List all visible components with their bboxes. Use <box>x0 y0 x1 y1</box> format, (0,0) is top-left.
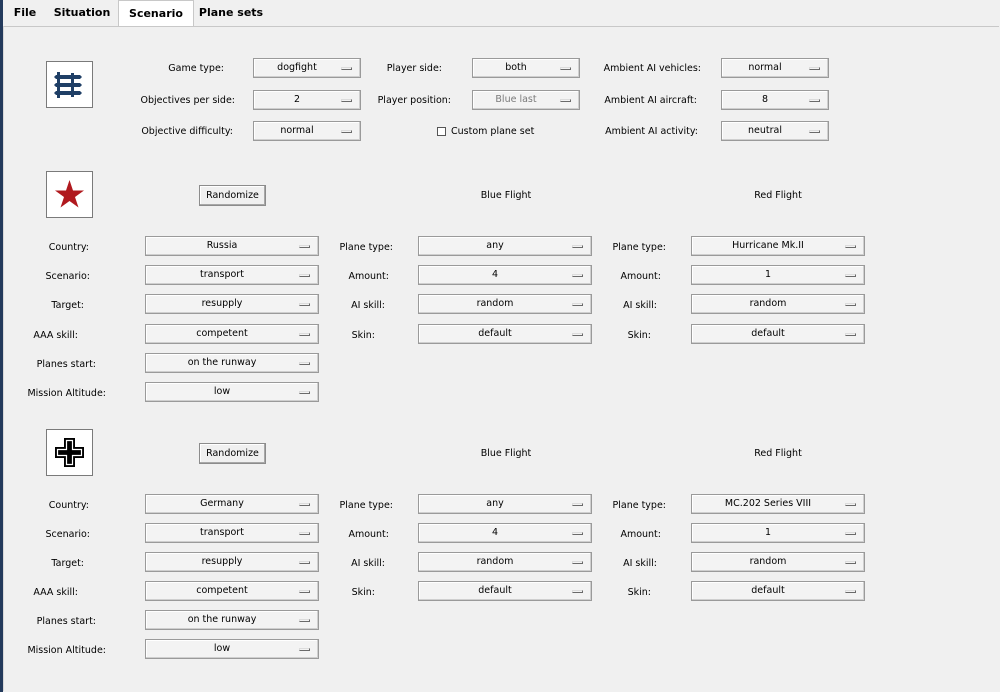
tab-file[interactable]: File <box>13 6 37 19</box>
red-plane-type-value-1: Hurricane Mk.II <box>732 240 804 251</box>
blue-amount-dropdown-2[interactable] <box>418 523 592 543</box>
game-type-dropdown[interactable] <box>253 58 361 78</box>
red-amount-value-1: 1 <box>764 269 772 280</box>
blue-amount-value-2: 4 <box>491 527 499 538</box>
red-plane-type-dropdown-2[interactable] <box>691 494 865 514</box>
objectives-per-side-dropdown[interactable] <box>253 90 361 110</box>
player-side-value: both <box>505 62 527 73</box>
blue-flight-heading-1: Blue Flight <box>480 190 532 201</box>
dropdown-indicator-icon <box>299 619 310 622</box>
dropdown-indicator-icon <box>299 590 310 593</box>
red-amount-dropdown-2[interactable] <box>691 523 865 543</box>
red-skin-value-2: default <box>751 585 785 596</box>
scenario-label-2: Scenario: <box>45 529 90 540</box>
blue-plane-type-label-1: Plane type: <box>339 242 393 253</box>
dropdown-indicator-icon <box>809 67 820 70</box>
blue-ai-skill-value-1: random <box>476 298 514 309</box>
aaa-skill-value-1: competent <box>196 328 248 339</box>
target-value-2: resupply <box>201 556 243 567</box>
red-ai-skill-value-2: random <box>749 556 787 567</box>
dropdown-indicator-icon <box>572 503 583 506</box>
red-skin-dropdown-2[interactable] <box>691 581 865 601</box>
objectives-per-side-label: Objectives per side: <box>140 95 235 106</box>
ambient-ai-activity-value: neutral <box>748 125 782 136</box>
custom-plane-set-checkbox[interactable] <box>437 127 446 136</box>
dropdown-indicator-icon <box>299 362 310 365</box>
objective-difficulty-value: normal <box>280 125 314 136</box>
target-label-2: Target: <box>51 558 84 569</box>
blue-plane-type-value-2: any <box>486 498 504 509</box>
aaa-skill-label-2: AAA skill: <box>33 587 78 598</box>
dropdown-indicator-icon <box>572 333 583 336</box>
aaa-skill-label-1: AAA skill: <box>33 330 78 341</box>
red-ai-skill-dropdown-2[interactable] <box>691 552 865 572</box>
player-position-dropdown[interactable] <box>472 90 580 110</box>
planes-start-value-2: on the runway <box>187 614 257 625</box>
dropdown-indicator-icon <box>299 532 310 535</box>
target-dropdown-1[interactable] <box>145 294 319 314</box>
dropdown-indicator-icon <box>299 333 310 336</box>
red-plane-type-dropdown-1[interactable] <box>691 236 865 256</box>
player-side-label: Player side: <box>386 63 442 74</box>
custom-plane-set-label: Custom plane set <box>451 126 535 137</box>
blue-skin-value-2: default <box>478 585 512 596</box>
ambient-ai-aircraft-value: 8 <box>761 94 769 105</box>
scenario-value-2: transport <box>200 527 244 538</box>
dropdown-indicator-icon <box>809 130 820 133</box>
tab-plane-sets[interactable]: Plane sets <box>198 6 264 19</box>
player-side-dropdown[interactable] <box>472 58 580 78</box>
dropdown-indicator-icon <box>572 590 583 593</box>
scenario-label-1: Scenario: <box>45 271 90 282</box>
tab-scenario[interactable]: Scenario <box>118 0 194 28</box>
dropdown-indicator-icon <box>299 561 310 564</box>
ambient-ai-vehicles-dropdown[interactable] <box>721 58 829 78</box>
planes-formation-icon <box>46 61 93 108</box>
country-value-1: Russia <box>206 240 238 251</box>
blue-skin-label-1: Skin: <box>351 330 375 341</box>
red-amount-dropdown-1[interactable] <box>691 265 865 285</box>
dropdown-indicator-icon <box>299 391 310 394</box>
blue-ai-skill-label-2: AI skill: <box>351 558 385 569</box>
dropdown-indicator-icon <box>299 303 310 306</box>
dropdown-indicator-icon <box>299 274 310 277</box>
dropdown-indicator-icon <box>845 532 856 535</box>
country-dropdown-2[interactable] <box>145 494 319 514</box>
red-plane-type-label-2: Plane type: <box>612 500 666 511</box>
dropdown-indicator-icon <box>560 67 571 70</box>
blue-ai-skill-dropdown-2[interactable] <box>418 552 592 572</box>
dropdown-indicator-icon <box>299 503 310 506</box>
randomize-button-1[interactable]: Randomize <box>199 185 266 206</box>
blue-plane-type-label-2: Plane type: <box>339 500 393 511</box>
red-skin-label-2: Skin: <box>627 587 651 598</box>
blue-amount-value-1: 4 <box>491 269 499 280</box>
blue-amount-label-2: Amount: <box>348 529 389 540</box>
red-flight-heading-2: Red Flight <box>754 448 802 459</box>
blue-ai-skill-dropdown-1[interactable] <box>418 294 592 314</box>
mission-altitude-dropdown-2[interactable] <box>145 639 319 659</box>
scenario-value-1: transport <box>200 269 244 280</box>
scenario-dropdown-2[interactable] <box>145 523 319 543</box>
blue-skin-dropdown-1[interactable] <box>418 324 592 344</box>
dropdown-indicator-icon <box>572 561 583 564</box>
objectives-per-side-value: 2 <box>293 94 301 105</box>
aaa-skill-value-2: competent <box>196 585 248 596</box>
dropdown-indicator-icon <box>341 99 352 102</box>
red-ai-skill-label-1: AI skill: <box>623 300 657 311</box>
aaa-skill-dropdown-2[interactable] <box>145 581 319 601</box>
planes-start-label-2: Planes start: <box>36 616 96 627</box>
blue-skin-dropdown-2[interactable] <box>418 581 592 601</box>
dropdown-indicator-icon <box>341 67 352 70</box>
red-flight-heading-1: Red Flight <box>754 190 802 201</box>
player-position-value: Blue last <box>495 94 537 105</box>
objective-difficulty-dropdown[interactable] <box>253 121 361 141</box>
red-plane-type-value-2: MC.202 Series VIII <box>724 498 812 509</box>
red-amount-value-2: 1 <box>764 527 772 538</box>
ambient-ai-aircraft-dropdown[interactable] <box>721 90 829 110</box>
blue-skin-label-2: Skin: <box>351 587 375 598</box>
mission-altitude-dropdown-1[interactable] <box>145 382 319 402</box>
mission-altitude-label-1: Mission Altitude: <box>27 388 106 399</box>
dropdown-indicator-icon <box>572 245 583 248</box>
blue-flight-heading-2: Blue Flight <box>480 448 532 459</box>
ambient-ai-aircraft-label: Ambient AI aircraft: <box>604 95 697 106</box>
planes-start-dropdown-1[interactable] <box>145 353 319 373</box>
dropdown-indicator-icon <box>572 303 583 306</box>
dropdown-indicator-icon <box>845 245 856 248</box>
randomize-button-2[interactable]: Randomize <box>199 443 266 464</box>
dropdown-indicator-icon <box>299 648 310 651</box>
target-dropdown-2[interactable] <box>145 552 319 572</box>
red-plane-type-label-1: Plane type: <box>612 242 666 253</box>
target-label-1: Target: <box>51 300 84 311</box>
blue-ai-skill-value-2: random <box>476 556 514 567</box>
dropdown-indicator-icon <box>560 99 571 102</box>
red-ai-skill-value-1: random <box>749 298 787 309</box>
red-skin-label-1: Skin: <box>627 330 651 341</box>
dropdown-indicator-icon <box>845 303 856 306</box>
scenario-panel <box>3 26 999 691</box>
country-value-2: Germany <box>200 498 244 509</box>
blue-amount-label-1: Amount: <box>348 271 389 282</box>
player-position-label: Player position: <box>377 95 451 106</box>
dropdown-indicator-icon <box>572 532 583 535</box>
red-ai-skill-dropdown-1[interactable] <box>691 294 865 314</box>
mission-altitude-value-1: low <box>213 386 231 397</box>
ambient-ai-activity-label: Ambient AI activity: <box>605 126 698 137</box>
red-amount-label-2: Amount: <box>620 529 661 540</box>
red-skin-value-1: default <box>751 328 785 339</box>
planes-start-dropdown-2[interactable] <box>145 610 319 630</box>
scenario-dropdown-1[interactable] <box>145 265 319 285</box>
red-ai-skill-label-2: AI skill: <box>623 558 657 569</box>
dropdown-indicator-icon <box>845 503 856 506</box>
dropdown-indicator-icon <box>572 274 583 277</box>
tab-situation[interactable]: Situation <box>53 6 111 19</box>
country-dropdown-1[interactable] <box>145 236 319 256</box>
mission-altitude-label-2: Mission Altitude: <box>27 645 106 656</box>
dropdown-indicator-icon <box>341 130 352 133</box>
dropdown-indicator-icon <box>845 274 856 277</box>
tab-bar <box>3 0 1000 26</box>
ambient-ai-vehicles-value: normal <box>748 62 782 73</box>
country-label-2: Country: <box>48 500 89 511</box>
ambient-ai-activity-dropdown[interactable] <box>721 121 829 141</box>
dropdown-indicator-icon <box>845 333 856 336</box>
ambient-ai-vehicles-label: Ambient AI vehicles: <box>603 63 701 74</box>
game-type-value: dogfight <box>277 62 317 73</box>
dropdown-indicator-icon <box>299 245 310 248</box>
black-cross-icon <box>46 429 93 476</box>
target-value-1: resupply <box>201 298 243 309</box>
red-skin-dropdown-1[interactable] <box>691 324 865 344</box>
red-star-icon <box>46 171 93 218</box>
objective-difficulty-label: Objective difficulty: <box>141 126 233 137</box>
mission-altitude-value-2: low <box>213 643 231 654</box>
blue-plane-type-dropdown-2[interactable] <box>418 494 592 514</box>
aaa-skill-dropdown-1[interactable] <box>145 324 319 344</box>
dropdown-indicator-icon <box>809 99 820 102</box>
dropdown-indicator-icon <box>845 561 856 564</box>
blue-amount-dropdown-1[interactable] <box>418 265 592 285</box>
red-amount-label-1: Amount: <box>620 271 661 282</box>
blue-plane-type-dropdown-1[interactable] <box>418 236 592 256</box>
blue-ai-skill-label-1: AI skill: <box>351 300 385 311</box>
country-label-1: Country: <box>48 242 89 253</box>
blue-plane-type-value-1: any <box>486 240 504 251</box>
planes-start-value-1: on the runway <box>187 357 257 368</box>
dropdown-indicator-icon <box>845 590 856 593</box>
game-type-label: Game type: <box>168 63 224 74</box>
blue-skin-value-1: default <box>478 328 512 339</box>
planes-start-label-1: Planes start: <box>36 359 96 370</box>
